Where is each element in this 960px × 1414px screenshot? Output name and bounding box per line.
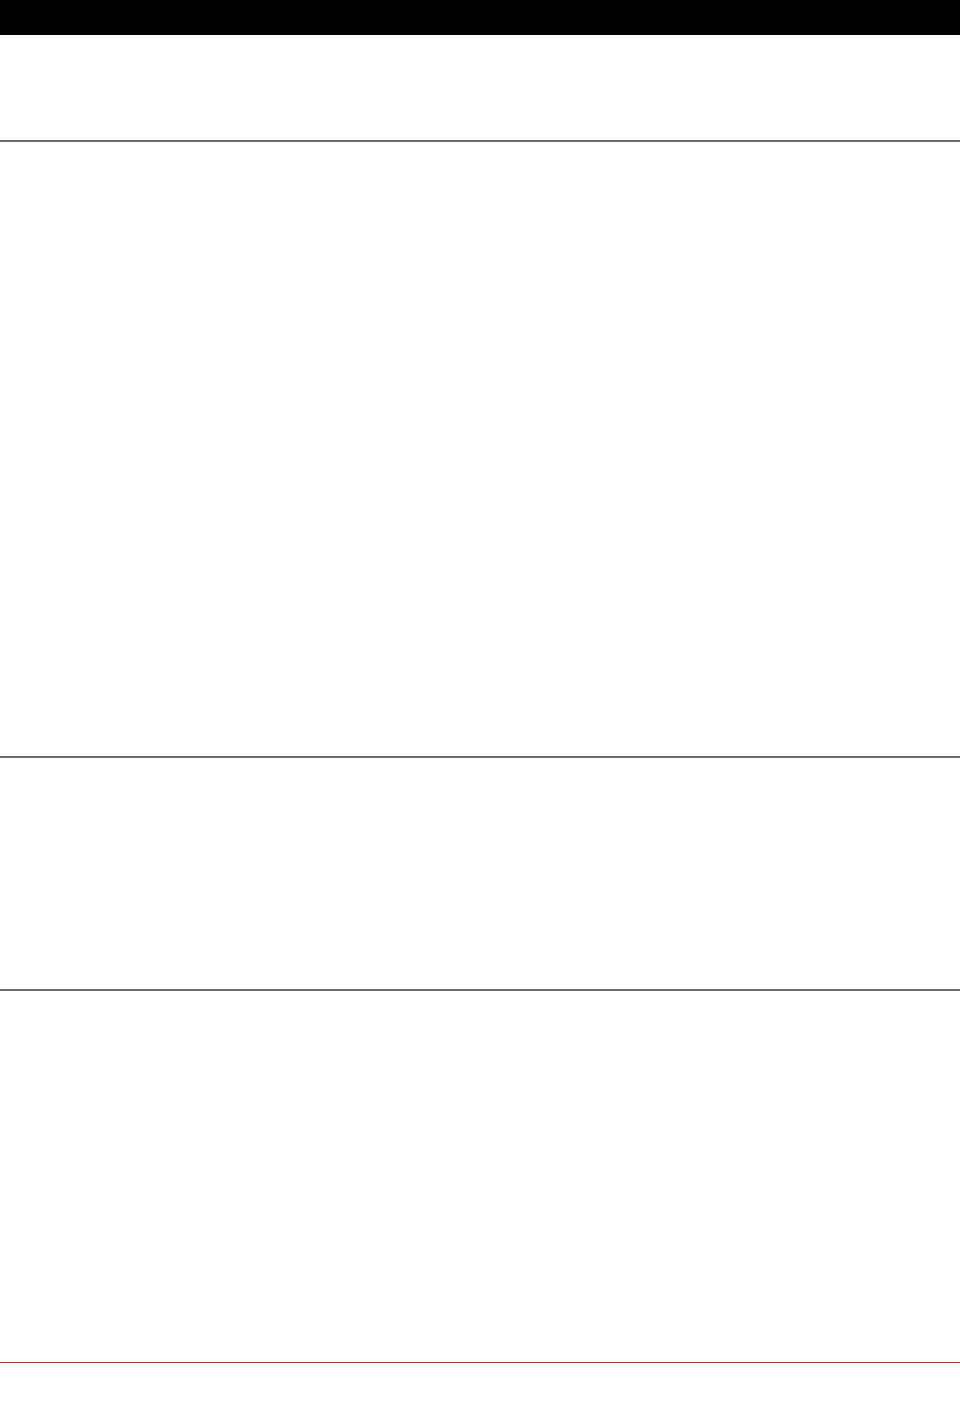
footer-rule — [0, 1362, 960, 1363]
section-szerszamnyel — [0, 177, 960, 206]
section-title — [0, 1017, 960, 1039]
table-header — [0, 0, 960, 35]
section-divider — [0, 989, 960, 991]
section-talicska — [0, 786, 960, 815]
section-viragcserep — [0, 1017, 960, 1046]
section-title — [0, 177, 960, 199]
section-title — [0, 786, 960, 808]
section-divider — [0, 756, 960, 758]
section-divider — [0, 140, 960, 142]
